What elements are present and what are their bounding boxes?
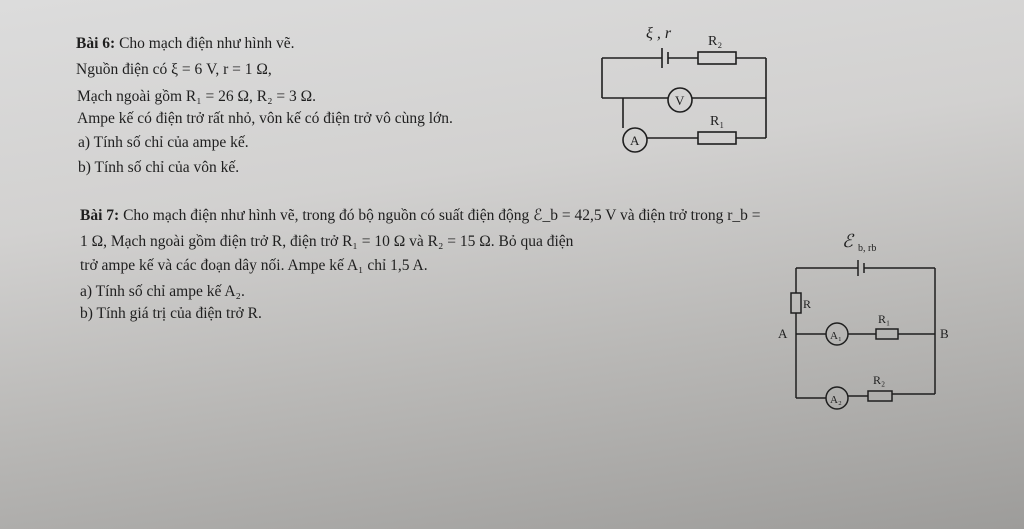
bai6-r2-label: R₂ xyxy=(708,34,723,49)
bai7-line-1-text: Cho mạch điện như hình vẽ, trong đó bộ nguồn có suất điện động ℰ_b = 42,5 V và điện trở trong r_b = xyxy=(119,207,761,224)
bai7-r2-label: R₂ xyxy=(873,373,886,387)
bai7-line-2: 1 Ω, Mạch ngoài gồm điện trở R, điện trở R₁ = 10 Ω và R₂ = 15 Ω. Bỏ qua điện xyxy=(80,233,574,250)
bai6-line-1 xyxy=(76,35,295,53)
bai6-r2-resistor xyxy=(698,52,736,64)
bai7-circuit-diagram xyxy=(770,226,960,416)
bai6-r1-label: R₁ xyxy=(710,114,725,129)
bai7-r2-resistor xyxy=(868,391,892,401)
bai7-r-label: R xyxy=(803,297,812,311)
bai6-heading: Bài 6: xyxy=(76,35,116,52)
bai6-question-b: b) Tính số chỉ của vôn kế. xyxy=(78,159,240,176)
bai6-source-label: ξ , r xyxy=(646,25,672,42)
bai7-r1-label: R₁ xyxy=(878,312,891,326)
bai6-line-3: Mạch ngoài gồm R₁ = 26 Ω, R₂ = 3 Ω. xyxy=(77,88,317,105)
bai7-question-b: b) Tính giá trị của điện trở R. xyxy=(80,305,262,322)
bai7-r-resistor xyxy=(791,293,801,313)
bai7-line-3: trở ampe kế và các đoạn dây nối. Ampe kế A₁ chỉ 1,5 A. xyxy=(80,257,428,274)
bai7-source-subscript: b, rb xyxy=(858,243,877,254)
bai6-r1-resistor xyxy=(698,132,736,144)
bai7-source-symbol: ℰ xyxy=(842,231,853,251)
bai6-line-4: Ampe kế có điện trở rất nhỏ, vôn kế có điện trở vô cùng lớn. xyxy=(77,110,453,127)
bai7-a2-label: A₂ xyxy=(830,394,842,406)
bai7-heading: Bài 7: xyxy=(80,207,120,224)
bai7-question-a: a) Tính số chỉ ampe kế A₂. xyxy=(80,283,245,300)
bai7-r1-resistor xyxy=(876,329,898,339)
bai7-node-b-label: B xyxy=(940,326,949,341)
bai6-circuit-diagram xyxy=(590,18,780,158)
bai6-line-2: Nguồn điện có ξ = 6 V, r = 1 Ω, xyxy=(76,61,272,78)
bai6-intro: Cho mạch điện như hình vẽ. xyxy=(115,35,295,52)
bai7-line-1 xyxy=(80,207,760,225)
bai7-a1-label: A₁ xyxy=(830,330,842,342)
bai7-node-a-label: A xyxy=(778,326,788,341)
bai6-question-a: a) Tính số chỉ của ampe kế. xyxy=(78,134,249,151)
bai6-ammeter-label: A xyxy=(630,133,640,148)
bai6-voltmeter-label: V xyxy=(675,93,685,108)
